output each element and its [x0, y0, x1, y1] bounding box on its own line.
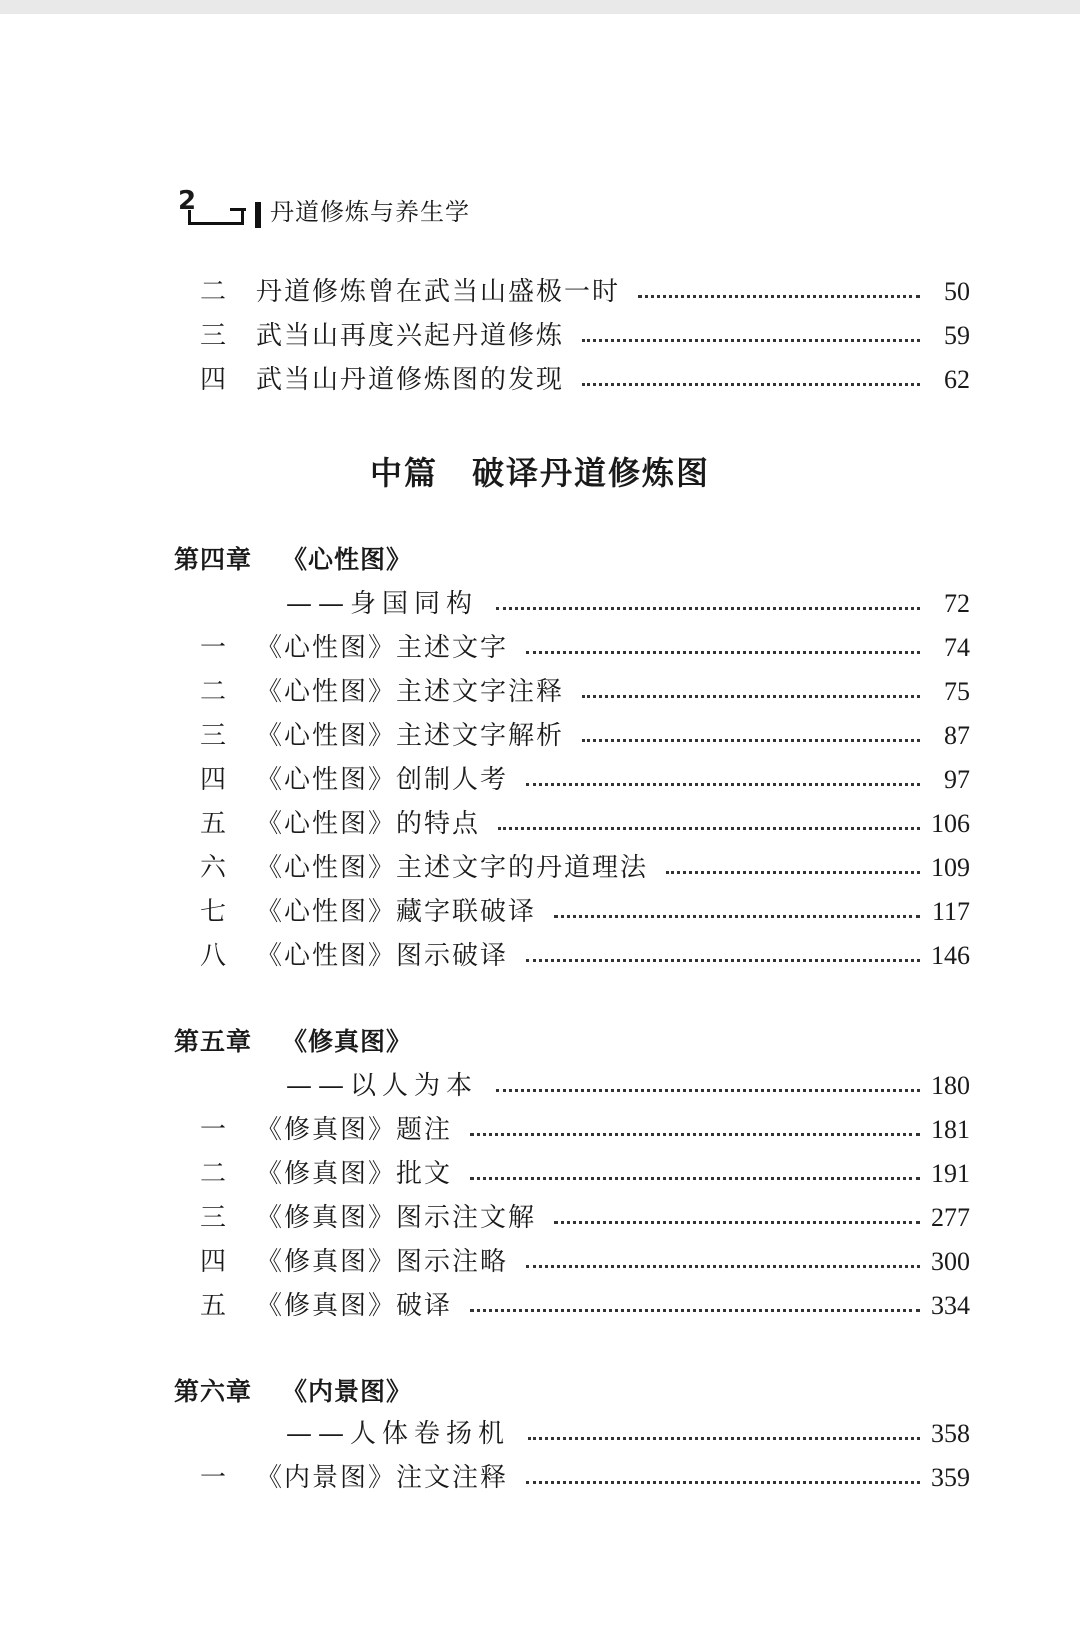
entry-title: 武当山再度兴起丹道修炼	[256, 321, 565, 351]
dot-leader	[496, 1087, 920, 1092]
entry-number: 三	[200, 721, 227, 751]
entry-page: 109	[931, 853, 970, 882]
entry-page: 74	[944, 633, 970, 662]
entry-title: 《内景图》注文注释	[256, 1463, 509, 1493]
dot-leader	[470, 1131, 920, 1136]
entry-page: 87	[944, 721, 970, 750]
toc-entry[interactable]	[200, 936, 970, 976]
dot-leader	[582, 337, 920, 342]
entry-title: 《修真图》批文	[256, 1159, 453, 1189]
entry-number: 一	[200, 1463, 227, 1493]
dot-leader	[554, 1219, 920, 1224]
entry-page: 146	[931, 941, 970, 970]
entry-number: 六	[200, 853, 227, 883]
dot-leader	[470, 1175, 920, 1180]
entry-number: 三	[200, 321, 227, 351]
entry-title: 《心性图》藏字联破译	[256, 897, 537, 927]
entry-number: 二	[200, 677, 227, 707]
chapter-subtitle-entry[interactable]	[286, 1414, 970, 1454]
part-title: 破译丹道修炼图	[472, 454, 711, 492]
entry-page: 50	[944, 277, 970, 306]
header-bracket-tick	[230, 208, 246, 211]
entry-title: 《心性图》的特点	[256, 809, 481, 839]
chapter-subtitle-entry[interactable]	[286, 584, 970, 624]
dot-leader	[526, 649, 920, 654]
dot-leader	[498, 825, 920, 830]
dot-leader	[582, 693, 920, 698]
entry-page: 62	[944, 365, 970, 394]
dot-leader	[470, 1307, 920, 1312]
entry-number: 七	[200, 897, 227, 927]
entry-page: 334	[931, 1291, 970, 1320]
entry-number: 三	[200, 1203, 227, 1233]
dot-leader	[526, 1263, 920, 1268]
entry-number: 五	[200, 1291, 227, 1321]
entry-page: 181	[931, 1115, 970, 1144]
header-divider-bar	[255, 202, 261, 228]
entry-page: 191	[931, 1159, 970, 1188]
entry-page: 72	[944, 589, 970, 618]
dot-leader	[496, 605, 920, 610]
entry-title: 《心性图》主述文字的丹道理法	[256, 853, 649, 883]
entry-number: 二	[200, 1159, 227, 1189]
dot-leader	[528, 1435, 920, 1440]
toc-entry[interactable]	[200, 1458, 970, 1498]
toc-entry[interactable]	[200, 360, 970, 400]
entry-title: 《心性图》创制人考	[256, 765, 509, 795]
entry-number: 二	[200, 277, 227, 307]
toc-entry[interactable]	[200, 760, 970, 800]
toc-entry[interactable]	[200, 316, 970, 356]
entry-title: 丹道修炼曾在武当山盛极一时	[256, 277, 621, 307]
dot-leader	[526, 781, 920, 786]
chapter-heading[interactable]	[174, 540, 412, 580]
entry-page: 277	[931, 1203, 970, 1232]
toc-entry[interactable]	[200, 1110, 970, 1150]
toc-entry[interactable]	[200, 1198, 970, 1238]
toc-entry[interactable]	[200, 716, 970, 756]
entry-page: 358	[931, 1419, 970, 1448]
scan-top-band	[0, 0, 1080, 14]
chapter-heading[interactable]	[174, 1022, 412, 1062]
chapter-subtitle: ——身国同构	[286, 589, 479, 619]
entry-page: 359	[931, 1463, 970, 1492]
chapter-subtitle: ——以人为本	[286, 1071, 479, 1101]
chapter-label: 第四章	[174, 545, 253, 574]
entry-number: 四	[200, 365, 227, 395]
entry-page: 180	[931, 1071, 970, 1100]
entry-page: 117	[931, 897, 970, 926]
entry-title: 武当山丹道修炼图的发现	[256, 365, 565, 395]
dot-leader	[554, 913, 920, 918]
dot-leader	[666, 869, 920, 874]
entry-number: 四	[200, 1247, 227, 1277]
entry-page: 59	[944, 321, 970, 350]
toc-entry[interactable]	[200, 1154, 970, 1194]
chapter-label: 第六章	[174, 1377, 253, 1406]
dot-leader	[582, 381, 920, 386]
entry-page: 300	[931, 1247, 970, 1276]
dot-leader	[638, 293, 920, 298]
chapter-subtitle: ——人体卷扬机	[286, 1419, 511, 1449]
toc-entry[interactable]	[200, 848, 970, 888]
entry-title: 《心性图》主述文字解析	[256, 721, 565, 751]
part-label: 中篇	[369, 454, 438, 492]
chapter-title: 《心性图》	[282, 545, 413, 574]
chapter-title: 《修真图》	[282, 1027, 413, 1056]
entry-title: 《修真图》图示注略	[256, 1247, 509, 1277]
entry-title: 《修真图》题注	[256, 1115, 453, 1145]
toc-entry[interactable]	[200, 272, 970, 312]
toc-entry[interactable]	[200, 1286, 970, 1326]
chapter-title: 《内景图》	[282, 1377, 413, 1406]
page-number: 2	[178, 186, 197, 216]
entry-title: 《修真图》图示注文解	[256, 1203, 537, 1233]
entry-number: 一	[200, 1115, 227, 1145]
toc-entry[interactable]	[200, 672, 970, 712]
chapter-subtitle-entry[interactable]	[286, 1066, 970, 1106]
toc-entry[interactable]	[200, 628, 970, 668]
entry-page: 106	[931, 809, 970, 838]
header-bracket-ornament	[188, 210, 244, 225]
entry-title: 《心性图》图示破译	[256, 941, 509, 971]
dot-leader	[526, 1479, 920, 1484]
part-heading	[0, 448, 1080, 494]
entry-number: 八	[200, 941, 227, 971]
entry-number: 五	[200, 809, 227, 839]
entry-page: 97	[944, 765, 970, 794]
entry-title: 《修真图》破译	[256, 1291, 453, 1321]
entry-title: 《心性图》主述文字注释	[256, 677, 565, 707]
entry-number: 四	[200, 765, 227, 795]
entry-title: 《心性图》主述文字	[256, 633, 509, 663]
dot-leader	[526, 957, 920, 962]
toc-entry[interactable]	[200, 1242, 970, 1282]
entry-page: 75	[944, 677, 970, 706]
book-title: 丹道修炼与养生学	[270, 198, 470, 226]
chapter-label: 第五章	[174, 1027, 253, 1056]
toc-entry[interactable]	[200, 804, 970, 844]
running-header	[178, 188, 658, 238]
toc-entry[interactable]	[200, 892, 970, 932]
entry-number: 一	[200, 633, 227, 663]
chapter-heading[interactable]	[174, 1372, 412, 1412]
dot-leader	[582, 737, 920, 742]
